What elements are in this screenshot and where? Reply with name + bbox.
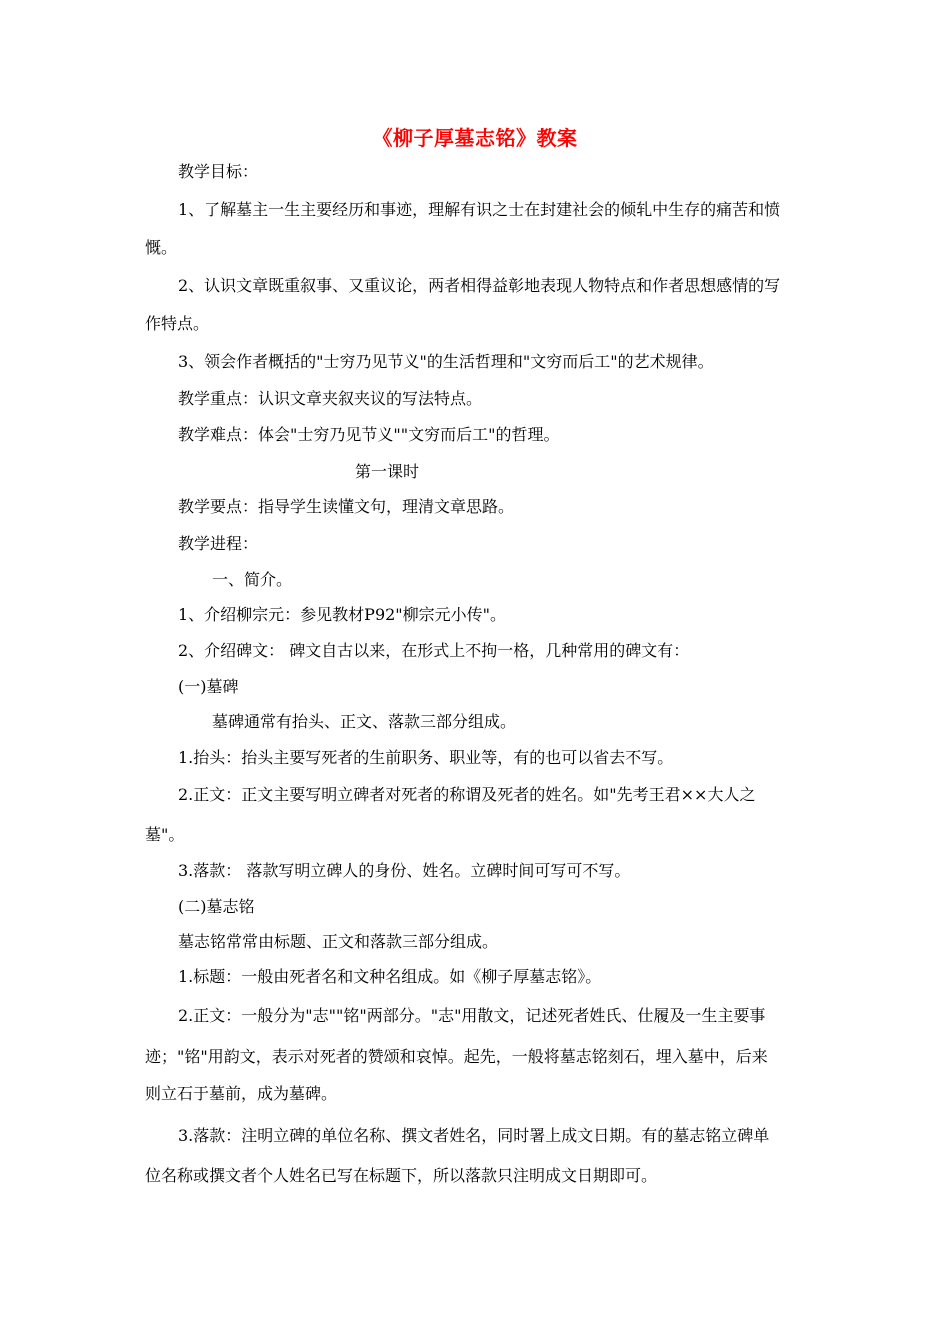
epitaph-body-item-line-3: 则立石于墓前，成为墓碑。 [145,1084,338,1103]
objective-1-line-2: 慨。 [145,238,178,257]
objective-2-line-2: 作特点。 [145,314,210,333]
objective-2-line-1: 2、认识文章既重叙事、又重议论，两者相得益彰地表现人物特点和作者思想感情的写 [178,276,781,295]
epitaph-title-item: 1.标题：一般由死者名和文种名组成。如《柳子厚墓志铭》。 [178,967,602,986]
intro-inscription: 2、介绍碑文： 碑文自古以来，在形式上不拘一格，几种常用的碑文有： [178,641,690,660]
subsection-epitaph: (二)墓志铭 [178,897,255,916]
subsection-tombstone: (一)墓碑 [178,677,239,696]
epitaph-body-item-line-1: 2.正文：一般分为"志""铭"两部分。"志"用散文，记述死者姓氏、仕履及一生主要事 [178,1006,766,1025]
epitaph-signature-item-line-1: 3.落款：注明立碑的单位名称、撰文者姓名，同时署上成文日期。有的墓志铭立碑单 [178,1126,770,1145]
tombstone-signature-item: 3.落款： 落款写明立碑人的身份、姓名。立碑时间可写可不写。 [178,861,631,880]
teaching-difficulty: 教学难点：体会"士穷乃见节义""文穷而后工"的哲理。 [178,425,560,444]
epitaph-parts: 墓志铭常常由标题、正文和落款三部分组成。 [178,932,499,951]
tombstone-heading-item: 1.抬头：抬头主要写死者的生前职务、职业等，有的也可以省去不写。 [178,748,674,767]
tombstone-parts: 墓碑通常有抬头、正文、落款三部分组成。 [212,712,517,731]
section-heading-objectives: 教学目标： [178,162,259,181]
process-step-1: 一、简介。 [212,570,293,589]
tombstone-body-item-line-2: 墓"。 [145,825,185,844]
intro-author: 1、介绍柳宗元：参见教材P92"柳宗元小传"。 [178,605,507,624]
lesson-essentials: 教学要点：指导学生读懂文句，理清文章思路。 [178,497,515,516]
document-title: 《柳子厚墓志铭》教案 [372,126,578,150]
epitaph-body-item-line-2: 迹；"铭"用韵文，表示对死者的赞颂和哀悼。起先，一般将墓志铭刻石，埋入墓中，后来 [145,1047,768,1066]
objective-3: 3、领会作者概括的"士穷乃见节义"的生活哲理和"文穷而后工"的艺术规律。 [178,352,714,371]
lesson-heading: 第一课时 [355,462,420,481]
objective-1-line-1: 1、了解墓主一生主要经历和事迹，理解有识之士在封建社会的倾轧中生存的痛苦和愤 [178,200,781,219]
teaching-key-point: 教学重点：认识文章夹叙夹议的写法特点。 [178,389,483,408]
tombstone-body-item-line-1: 2.正文：正文主要写明立碑者对死者的称谓及死者的姓名。如"先考王君××大人之 [178,785,756,804]
section-heading-process: 教学进程： [178,534,259,553]
epitaph-signature-item-line-2: 位名称或撰文者个人姓名已写在标题下，所以落款只注明成文日期即可。 [145,1166,658,1185]
